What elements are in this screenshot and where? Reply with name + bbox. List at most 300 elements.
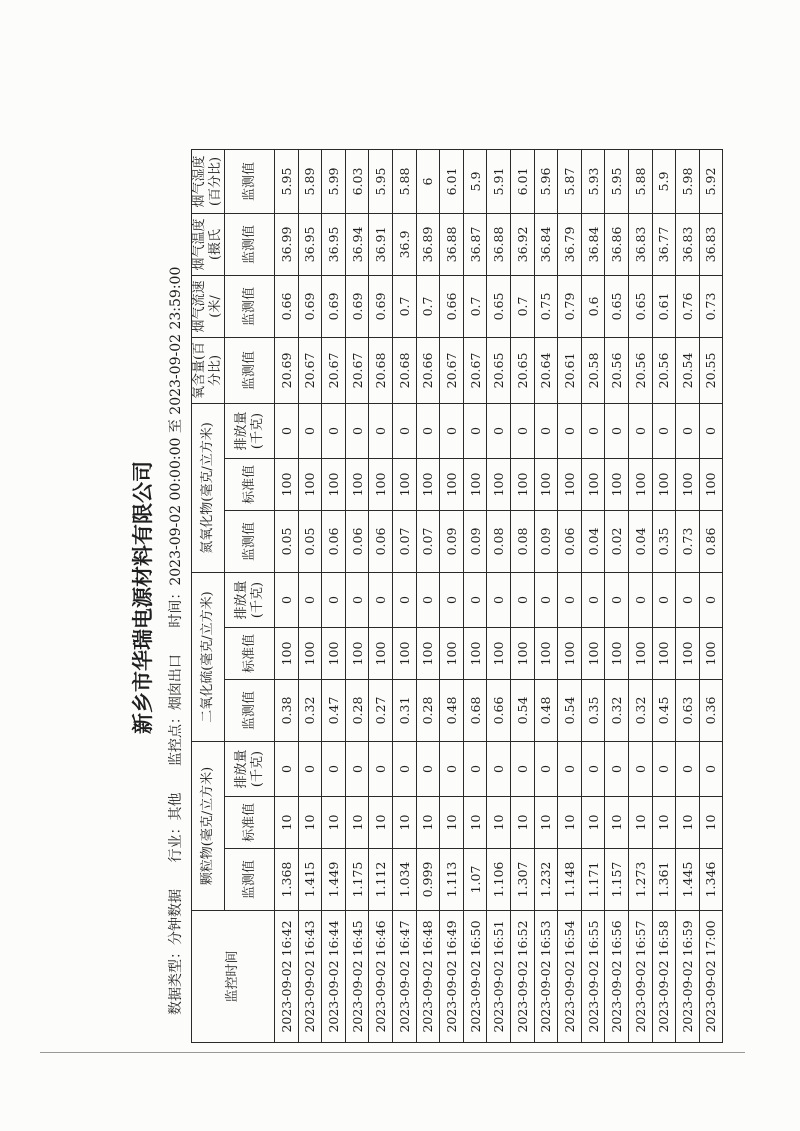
cell-so2: 0.32 [298,680,322,742]
cell-so2-em: 0 [416,572,440,627]
cell-nox: 0.09 [463,510,487,572]
cell-time: 2023-09-02 16:43 [298,911,322,1043]
cell-time: 2023-09-02 16:58 [652,911,676,1043]
table-row [345,149,369,1042]
header-temp: 烟气温度(摄氏 [192,213,225,275]
cell-nox: 0.09 [440,510,464,572]
table-row [369,149,393,1042]
cell-pm-em: 0 [581,742,605,797]
cell-nox-em: 0 [440,403,464,458]
table-row [487,149,511,1042]
cell-time: 2023-09-02 16:49 [440,911,464,1043]
table-row [510,149,534,1042]
cell-nox-std: 100 [510,458,534,510]
cell-temp: 36.79 [558,213,582,275]
cell-hum: 5.95 [275,149,299,213]
cell-temp: 36.86 [605,213,629,275]
cell-nox-std: 100 [440,458,464,510]
cell-pm: 0.999 [416,849,440,911]
table-row [699,149,723,1042]
cell-pm-em: 0 [676,742,700,797]
cell-so2: 0.32 [628,680,652,742]
report-meta [165,245,187,1015]
cell-nox-em: 0 [558,403,582,458]
cell-hum: 5.9 [463,149,487,213]
cell-flow: 0.75 [534,275,558,337]
cell-o2: 20.68 [392,337,416,403]
cell-so2-em: 0 [392,572,416,627]
cell-pm-std: 10 [416,797,440,849]
cell-nox: 0.06 [345,510,369,572]
table-row [416,149,440,1042]
cell-flow: 0.69 [369,275,393,337]
cell-pm-std: 10 [322,797,346,849]
table-row [322,149,346,1042]
cell-pm-em: 0 [298,742,322,797]
cell-nox-std: 100 [369,458,393,510]
cell-time: 2023-09-02 16:56 [605,911,629,1043]
cell-pm-std: 10 [652,797,676,849]
cell-so2: 0.28 [345,680,369,742]
cell-pm: 1.445 [676,849,700,911]
cell-so2-std: 100 [676,628,700,680]
cell-so2: 0.47 [322,680,346,742]
cell-so2-em: 0 [699,572,723,627]
cell-nox-std: 100 [487,458,511,510]
cell-so2: 0.54 [510,680,534,742]
cell-so2: 0.48 [440,680,464,742]
cell-flow: 0.79 [558,275,582,337]
cell-pm: 1.415 [298,849,322,911]
cell-pm-em: 0 [322,742,346,797]
cell-flow: 0.7 [416,275,440,337]
cell-o2: 20.67 [440,337,464,403]
cell-so2-em: 0 [369,572,393,627]
cell-hum: 5.92 [699,149,723,213]
cell-flow: 0.66 [275,275,299,337]
cell-o2: 20.65 [487,337,511,403]
cell-flow: 0.66 [440,275,464,337]
cell-so2-std: 100 [392,628,416,680]
cell-so2-em: 0 [581,572,605,627]
cell-nox: 0.08 [510,510,534,572]
header-pm-standard: 标准值 [225,797,275,849]
cell-time: 2023-09-02 16:55 [581,911,605,1043]
cell-so2-em: 0 [275,572,299,627]
cell-temp: 36.94 [345,213,369,275]
rotated-report [125,150,765,1045]
cell-o2: 20.67 [463,337,487,403]
header-so2: 二氧化硫(毫克/立方米) [192,572,225,741]
header-time: 监控时间 [192,911,275,1043]
cell-so2: 0.54 [558,680,582,742]
cell-so2-em: 0 [534,572,558,627]
cell-nox-em: 0 [487,403,511,458]
cell-time: 2023-09-02 16:46 [369,911,393,1043]
table-row [676,149,700,1042]
cell-hum: 5.99 [322,149,346,213]
cell-nox: 0.07 [416,510,440,572]
cell-nox-std: 100 [275,458,299,510]
cell-nox-em: 0 [322,403,346,458]
cell-hum: 5.87 [558,149,582,213]
cell-pm: 1.175 [345,849,369,911]
cell-nox-em: 0 [581,403,605,458]
cell-pm: 1.368 [275,849,299,911]
cell-pm: 1.07 [463,849,487,911]
cell-so2-std: 100 [322,628,346,680]
cell-temp: 36.84 [581,213,605,275]
cell-flow: 0.69 [322,275,346,337]
cell-o2: 20.67 [345,337,369,403]
cell-temp: 36.92 [510,213,534,275]
cell-so2-em: 0 [628,572,652,627]
cell-temp: 36.88 [440,213,464,275]
cell-pm-em: 0 [275,742,299,797]
cell-so2: 0.66 [487,680,511,742]
cell-o2: 20.56 [605,337,629,403]
cell-pm: 1.361 [652,849,676,911]
cell-so2-std: 100 [605,628,629,680]
cell-o2: 20.64 [534,337,558,403]
cell-pm: 1.171 [581,849,605,911]
cell-so2: 0.32 [605,680,629,742]
cell-nox-std: 100 [298,458,322,510]
header-nox-measured: 监测值 [225,510,275,572]
header-so2-emission: 排放量(千克) [225,572,275,627]
cell-so2-em: 0 [558,572,582,627]
monitor-point-label: 监控点：烟囱出口 [168,654,184,767]
cell-pm-std: 10 [534,797,558,849]
cell-nox-std: 100 [699,458,723,510]
cell-nox-std: 100 [652,458,676,510]
cell-nox-std: 100 [558,458,582,510]
data-type-label: 数据类型：分钟数据 [168,889,184,1015]
cell-hum: 6.03 [345,149,369,213]
cell-pm-em: 0 [345,742,369,797]
cell-hum: 5.95 [605,149,629,213]
cell-pm-em: 0 [440,742,464,797]
header-so2-standard: 标准值 [225,628,275,680]
time-range-label: 时间：2023-09-02 00:00:00 至 2023-09-02 23:59:00 [168,266,184,628]
table-row [275,149,299,1042]
cell-so2-std: 100 [534,628,558,680]
cell-pm-em: 0 [416,742,440,797]
cell-time: 2023-09-02 16:57 [628,911,652,1043]
cell-pm-em: 0 [699,742,723,797]
cell-nox-std: 100 [463,458,487,510]
header-pm: 颗粒物(毫克/立方米) [192,742,225,911]
cell-so2-em: 0 [345,572,369,627]
cell-nox-std: 100 [392,458,416,510]
cell-nox-std: 100 [581,458,605,510]
table-body [275,149,723,1042]
cell-nox-em: 0 [676,403,700,458]
cell-temp: 36.95 [322,213,346,275]
cell-pm: 1.346 [699,849,723,911]
cell-so2-em: 0 [440,572,464,627]
table-row [558,149,582,1042]
cell-flow: 0.73 [699,275,723,337]
cell-so2-std: 100 [699,628,723,680]
cell-o2: 20.66 [416,337,440,403]
cell-pm: 1.232 [534,849,558,911]
cell-nox: 0.06 [558,510,582,572]
cell-flow: 0.6 [581,275,605,337]
cell-o2: 20.69 [275,337,299,403]
cell-nox-em: 0 [628,403,652,458]
table-row [628,149,652,1042]
cell-so2-std: 100 [628,628,652,680]
cell-so2-em: 0 [605,572,629,627]
cell-pm: 1.307 [510,849,534,911]
cell-temp: 36.99 [275,213,299,275]
cell-so2-std: 100 [581,628,605,680]
cell-nox-em: 0 [345,403,369,458]
cell-time: 2023-09-02 16:54 [558,911,582,1043]
cell-pm-std: 10 [463,797,487,849]
cell-pm-em: 0 [510,742,534,797]
cell-pm-std: 10 [628,797,652,849]
cell-nox-std: 100 [534,458,558,510]
cell-o2: 20.55 [699,337,723,403]
cell-pm-em: 0 [605,742,629,797]
cell-pm-std: 10 [699,797,723,849]
cell-pm-std: 10 [510,797,534,849]
cell-pm-std: 10 [275,797,299,849]
cell-so2: 0.68 [463,680,487,742]
cell-time: 2023-09-02 17:00 [699,911,723,1043]
cell-hum: 5.95 [369,149,393,213]
cell-hum: 5.93 [581,149,605,213]
cell-flow: 0.65 [487,275,511,337]
header-nox: 氮氧化物(毫克/立方米) [192,403,225,572]
cell-pm-std: 10 [676,797,700,849]
cell-nox-em: 0 [275,403,299,458]
cell-flow: 0.65 [628,275,652,337]
cell-flow: 0.7 [392,275,416,337]
cell-nox-em: 0 [652,403,676,458]
cell-pm: 1.034 [392,849,416,911]
cell-so2: 0.28 [416,680,440,742]
cell-pm-em: 0 [534,742,558,797]
table-row [298,149,322,1042]
cell-flow: 0.76 [676,275,700,337]
cell-pm-std: 10 [558,797,582,849]
cell-nox-em: 0 [369,403,393,458]
cell-nox-em: 0 [605,403,629,458]
monitoring-table [191,149,723,1043]
cell-hum: 5.89 [298,149,322,213]
cell-pm: 1.449 [322,849,346,911]
cell-pm: 1.157 [605,849,629,911]
table-row [534,149,558,1042]
cell-temp: 36.77 [652,213,676,275]
header-flow: 烟气流速(米/ [192,275,225,337]
cell-nox-std: 100 [628,458,652,510]
cell-so2-std: 100 [369,628,393,680]
cell-so2-std: 100 [298,628,322,680]
cell-o2: 20.67 [322,337,346,403]
cell-nox-std: 100 [345,458,369,510]
cell-nox: 0.06 [322,510,346,572]
industry-label: 行业：其他 [168,792,184,863]
cell-hum: 5.88 [392,149,416,213]
cell-pm-std: 10 [298,797,322,849]
cell-pm-em: 0 [369,742,393,797]
page-edge-line [40,1052,745,1053]
cell-so2-em: 0 [298,572,322,627]
cell-nox: 0.04 [628,510,652,572]
table-row [440,149,464,1042]
cell-pm-em: 0 [463,742,487,797]
cell-nox: 0.06 [369,510,393,572]
header-hum-measured: 监测值 [225,149,275,213]
cell-so2: 0.63 [676,680,700,742]
header-hum: 烟气湿度(百分比) [192,149,225,213]
cell-pm: 1.106 [487,849,511,911]
cell-hum: 5.96 [534,149,558,213]
cell-so2-std: 100 [510,628,534,680]
cell-nox: 0.07 [392,510,416,572]
cell-nox: 0.86 [699,510,723,572]
cell-temp: 36.83 [699,213,723,275]
cell-nox-std: 100 [416,458,440,510]
cell-pm-std: 10 [487,797,511,849]
cell-flow: 0.7 [463,275,487,337]
table-row [392,149,416,1042]
cell-flow: 0.69 [298,275,322,337]
cell-flow: 0.69 [345,275,369,337]
cell-hum: 6.01 [510,149,534,213]
cell-o2: 20.56 [628,337,652,403]
cell-temp: 36.95 [298,213,322,275]
cell-nox: 0.73 [676,510,700,572]
cell-temp: 36.89 [416,213,440,275]
cell-o2: 20.68 [369,337,393,403]
header-temp-measured: 监测值 [225,213,275,275]
cell-pm-em: 0 [628,742,652,797]
cell-nox-em: 0 [699,403,723,458]
cell-pm: 1.148 [558,849,582,911]
cell-nox-em: 0 [392,403,416,458]
cell-pm-em: 0 [487,742,511,797]
cell-hum: 6.01 [440,149,464,213]
cell-temp: 36.83 [676,213,700,275]
cell-time: 2023-09-02 16:53 [534,911,558,1043]
cell-hum: 5.88 [628,149,652,213]
cell-time: 2023-09-02 16:47 [392,911,416,1043]
cell-so2-em: 0 [652,572,676,627]
cell-pm: 1.273 [628,849,652,911]
cell-nox-em: 0 [416,403,440,458]
cell-so2: 0.35 [581,680,605,742]
cell-so2-std: 100 [652,628,676,680]
cell-temp: 36.88 [487,213,511,275]
table-row [652,149,676,1042]
cell-pm: 1.113 [440,849,464,911]
cell-nox: 0.35 [652,510,676,572]
cell-hum: 5.9 [652,149,676,213]
header-pm-measured: 监测值 [225,849,275,911]
cell-so2-std: 100 [345,628,369,680]
cell-o2: 20.67 [298,337,322,403]
cell-so2-std: 100 [440,628,464,680]
cell-pm-std: 10 [581,797,605,849]
header-o2-measured: 监测值 [225,337,275,403]
cell-so2: 0.45 [652,680,676,742]
cell-flow: 0.7 [510,275,534,337]
cell-so2-std: 100 [275,628,299,680]
cell-temp: 36.84 [534,213,558,275]
cell-o2: 20.58 [581,337,605,403]
cell-nox: 0.05 [298,510,322,572]
cell-so2: 0.27 [369,680,393,742]
cell-pm-std: 10 [369,797,393,849]
cell-time: 2023-09-02 16:42 [275,911,299,1043]
cell-so2-em: 0 [322,572,346,627]
cell-pm-std: 10 [345,797,369,849]
cell-time: 2023-09-02 16:44 [322,911,346,1043]
cell-hum: 6 [416,149,440,213]
cell-temp: 36.9 [392,213,416,275]
cell-pm-std: 10 [605,797,629,849]
cell-time: 2023-09-02 16:50 [463,911,487,1043]
cell-pm-em: 0 [558,742,582,797]
cell-so2: 0.31 [392,680,416,742]
cell-so2-std: 100 [416,628,440,680]
header-nox-emission: 排放量(千克) [225,403,275,458]
cell-so2-std: 100 [463,628,487,680]
cell-so2: 0.48 [534,680,558,742]
cell-so2: 0.36 [699,680,723,742]
cell-time: 2023-09-02 16:51 [487,911,511,1043]
cell-nox-em: 0 [534,403,558,458]
cell-flow: 0.65 [605,275,629,337]
header-o2: 氧含量(百分比) [192,337,225,403]
cell-o2: 20.61 [558,337,582,403]
table-row [581,149,605,1042]
cell-temp: 36.83 [628,213,652,275]
header-nox-standard: 标准值 [225,458,275,510]
cell-nox: 0.04 [581,510,605,572]
cell-nox-std: 100 [676,458,700,510]
company-title: 新乡市华瑞电源材料有限公司 [130,461,155,734]
header-pm-emission: 排放量(千克) [225,742,275,797]
cell-pm-std: 10 [440,797,464,849]
cell-time: 2023-09-02 16:45 [345,911,369,1043]
cell-pm: 1.112 [369,849,393,911]
cell-so2-em: 0 [463,572,487,627]
cell-pm-std: 10 [392,797,416,849]
cell-time: 2023-09-02 16:48 [416,911,440,1043]
cell-so2-std: 100 [558,628,582,680]
cell-nox-em: 0 [298,403,322,458]
header-flow-measured: 监测值 [225,275,275,337]
cell-temp: 36.91 [369,213,393,275]
cell-flow: 0.61 [652,275,676,337]
table-row [463,149,487,1042]
cell-nox: 0.09 [534,510,558,572]
cell-temp: 36.87 [463,213,487,275]
cell-so2-em: 0 [487,572,511,627]
cell-so2: 0.38 [275,680,299,742]
table-row [605,149,629,1042]
cell-o2: 20.56 [652,337,676,403]
header-so2-measured: 监测值 [225,680,275,742]
cell-hum: 5.98 [676,149,700,213]
cell-so2-em: 0 [510,572,534,627]
